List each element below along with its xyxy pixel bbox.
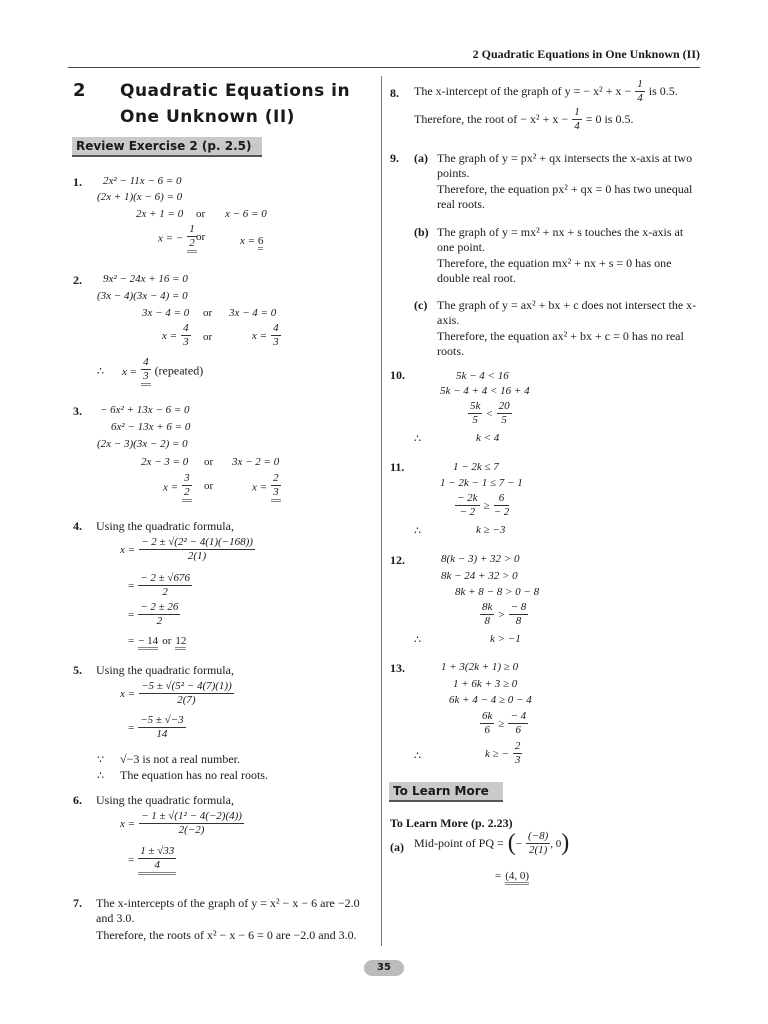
- q12-op: >: [498, 609, 505, 622]
- q3-root1-fraction: [182, 472, 192, 502]
- q5-therefore-line: [97, 766, 268, 784]
- q6-frac-1: [139, 810, 244, 837]
- q12-number: 12.: [390, 553, 405, 567]
- q9a-label: (a): [414, 151, 428, 165]
- q3-root2-den: 3: [273, 486, 279, 498]
- q12-line4: [480, 601, 528, 628]
- q2-root-b: [252, 322, 281, 349]
- q3-root2-num: 2: [273, 472, 279, 484]
- learn-a-text: Mid-point of PQ =: [414, 836, 504, 851]
- q3-line4b: 3x − 2 = 0: [232, 456, 280, 468]
- q5-f1-den: 2(7): [177, 694, 196, 706]
- q10-ln: 5k: [470, 400, 481, 412]
- q12-ln: 8k: [482, 601, 493, 613]
- q3-line4a: 2x − 3 = 0: [141, 456, 189, 468]
- q2-line3b: 3x − 4 = 0: [229, 307, 277, 319]
- q11-ln: − 2k: [457, 492, 478, 504]
- q1-number: 1.: [73, 175, 82, 189]
- q6-eq-2: =: [128, 854, 135, 867]
- q4-f1-num: − 2 ± √(2² − 4(1)(−168)): [141, 536, 253, 548]
- q9c-label: (c): [414, 298, 428, 312]
- q13-answer-text: k ≥ −: [485, 748, 509, 761]
- q11-rn: 6: [494, 492, 510, 506]
- q13-ln: 6k: [482, 710, 493, 722]
- q10-rn: 20: [498, 400, 510, 412]
- q13-rn: − 4: [510, 710, 527, 722]
- q7-number: 7.: [73, 896, 82, 910]
- q3-or-2: or: [204, 480, 214, 492]
- chapter-title: Quadratic Equations in One Unknown (II): [120, 81, 351, 127]
- q4-number: 4.: [73, 519, 82, 533]
- q2-den-3: 3: [143, 370, 149, 382]
- q5-number: 5.: [73, 663, 82, 677]
- q13-line2: 1 + 6k + 3 ≥ 0: [453, 678, 518, 690]
- learn-ans-value: (4, 0): [505, 870, 529, 885]
- q13-line4: [480, 710, 528, 737]
- q2-x-eq-2: x =: [252, 330, 268, 343]
- q3-or: or: [204, 456, 214, 468]
- learn-fd: 2(1): [528, 844, 548, 856]
- column-divider: [381, 76, 382, 946]
- to-learn-more-heading: To Learn More: [389, 782, 503, 802]
- q5-formula-2: [128, 714, 186, 741]
- q6-intro: Using the quadratic formula,: [96, 793, 234, 807]
- q2-line1: 9x² − 24x + 16 = 0: [103, 273, 188, 285]
- q13-rd: 6: [515, 724, 522, 736]
- q1-line3a: 2x + 1 = 0: [136, 208, 184, 220]
- q3-root2-fraction: [271, 472, 281, 502]
- q2-root-a-fraction: [181, 322, 191, 349]
- q5-frac-1: [139, 680, 234, 707]
- q8-den-2: 4: [574, 120, 580, 132]
- q2-num-3: 4: [143, 356, 149, 368]
- q3-root1-den: 2: [184, 486, 190, 498]
- q1-root1: [158, 223, 197, 253]
- q9c-line1: The graph of y = ax² + bx + c does not intersect the x-axis.: [437, 298, 697, 327]
- q3-root1: [163, 472, 192, 502]
- q9b-line2: Therefore, the equation mx² + nx + s = 0 has one double real root.: [437, 256, 672, 285]
- q7-line1: The x-intercepts of the graph of y = x² − x − 6 are −2.0 and 3.0.: [96, 896, 360, 925]
- q5-f2-den: 14: [156, 728, 168, 740]
- q5-line2: The equation has no real roots.: [120, 768, 268, 782]
- q1-line3b: x − 6 = 0: [225, 208, 267, 220]
- q2-line3a: 3x − 4 = 0: [142, 307, 190, 319]
- q12-left-frac: [480, 601, 494, 628]
- q4-frac-3: [138, 601, 180, 628]
- q6-f2-den: 4: [154, 859, 160, 871]
- q13-right-frac: [508, 710, 528, 737]
- q2-conclusion: [97, 356, 203, 386]
- q6-formula-1: [120, 810, 244, 837]
- q5-x-eq: x =: [120, 688, 136, 701]
- q5-f1-num: −5 ± √(5² − 4(7)(1)): [141, 680, 232, 692]
- q3-root2: [252, 472, 281, 502]
- q10-line1: 5k − 4 < 16: [456, 370, 509, 382]
- q6-f1-num: − 1 ± √(1² − 4(−2)(4)): [141, 810, 242, 822]
- q2-num: 4: [183, 322, 189, 334]
- q2-or: or: [203, 307, 213, 319]
- learn-midpoint: [414, 830, 569, 857]
- learn-ans-eq: =: [495, 870, 502, 882]
- q4-f3-num: − 2 ± 26: [140, 601, 179, 613]
- q8-num: 1: [637, 78, 643, 90]
- q13-ad: 3: [514, 754, 521, 766]
- q11-ld: − 2: [459, 506, 476, 518]
- q2-den-2: 3: [273, 336, 279, 348]
- close-paren: ): [561, 830, 570, 856]
- q1-or-2: or: [196, 231, 206, 243]
- q1-root1-den: 2: [189, 237, 195, 249]
- q1-root2: [240, 231, 263, 249]
- q8-number: 8.: [390, 86, 399, 100]
- q5-frac-2: [138, 714, 185, 741]
- q3-x-eq-2: x =: [252, 481, 268, 494]
- q6-number: 6.: [73, 793, 82, 807]
- q8-den: 4: [637, 92, 643, 104]
- q5-intro: Using the quadratic formula,: [96, 663, 234, 677]
- q6-f1-den: 2(−2): [178, 824, 205, 836]
- q1-line1: 2x² − 11x − 6 = 0: [103, 175, 182, 187]
- q9a-line1: The graph of y = px² + qx intersects the x-axis at two points.: [437, 151, 693, 180]
- q9b-line1: The graph of y = mx² + nx + s touches the x-axis at one point.: [437, 225, 684, 254]
- q1-x-eq-2: x =: [240, 235, 258, 247]
- q13-an: 2: [514, 740, 521, 752]
- q2-x-eq-3: x =: [122, 365, 138, 378]
- q12-therefore: ∴: [414, 634, 421, 646]
- q12-line2: 8k − 24 + 32 > 0: [441, 570, 518, 582]
- open-paren: (: [507, 830, 516, 856]
- q10-right-frac: [497, 400, 512, 427]
- q13-op: ≥: [498, 718, 505, 731]
- q4-answer-a: − 14: [138, 635, 158, 650]
- q2-repeated: (repeated): [154, 363, 204, 378]
- q4-intro: Using the quadratic formula,: [96, 519, 234, 533]
- q4-answer: [128, 631, 186, 649]
- learn-frac: [526, 830, 550, 857]
- q4-frac-1: [139, 536, 255, 563]
- q4-f2-den: 2: [162, 586, 168, 598]
- q12-line3: 8k + 8 − 8 > 0 − 8: [455, 586, 540, 598]
- q10-line2: 5k − 4 + 4 < 16 + 4: [440, 385, 530, 397]
- q4-formula-1: [120, 536, 255, 563]
- minus-sign: −: [515, 838, 522, 851]
- q4-answer-b: 12: [175, 635, 186, 650]
- q13-left-frac: [480, 710, 494, 737]
- q5-f2-num: −5 ± √−3: [140, 714, 184, 726]
- q2-number: 2.: [73, 273, 82, 287]
- running-header: 2 Quadratic Equations in One Unknown (II): [472, 47, 700, 61]
- q3-line3: (2x − 3)(3x − 2) = 0: [97, 438, 188, 450]
- q4-formula-2: [128, 572, 192, 599]
- learn-fn: (−8): [528, 830, 549, 842]
- learn-a-label: (a): [390, 840, 404, 854]
- q4-frac-2: [138, 572, 192, 599]
- q12-rn: − 8: [510, 601, 527, 613]
- q13-number: 13.: [390, 661, 405, 675]
- because-symbol: ∵: [97, 754, 104, 766]
- q12-right-frac: [509, 601, 529, 628]
- q2-or-2: or: [203, 331, 213, 343]
- q10-op: <: [486, 408, 493, 421]
- q1-root1-num: 1: [189, 223, 195, 235]
- q8-frac-2: [572, 106, 582, 133]
- q8-line2: [414, 106, 633, 133]
- q8-line2b: = 0 is 0.5.: [585, 112, 634, 127]
- q2-answer-fraction: [141, 356, 151, 386]
- q9a-line2: Therefore, the equation px² + qx = 0 has two unequal real roots.: [437, 182, 693, 211]
- q7-line2: Therefore, the roots of x² − x − 6 = 0 are −2.0 and 3.0.: [96, 928, 357, 942]
- q11-line2: 1 − 2k − 1 ≤ 7 − 1: [440, 477, 523, 489]
- q8-line1a: The x-intercept of the graph of y = − x² + x −: [414, 84, 632, 99]
- q11-right-frac: [494, 492, 510, 519]
- q10-number: 10.: [390, 368, 405, 382]
- q12-line1: 8(k − 3) + 32 > 0: [441, 553, 520, 565]
- q9b-label: (b): [414, 225, 429, 239]
- learn-answer: [495, 866, 529, 884]
- q2-x-eq: x =: [162, 330, 178, 343]
- q8-line1b: is 0.5.: [648, 84, 678, 99]
- q10-line3: [468, 400, 512, 427]
- q3-root1-num: 3: [184, 472, 190, 484]
- q3-line1: − 6x² + 13x − 6 = 0: [100, 404, 190, 416]
- q13-line1: 1 + 3(2k + 1) ≥ 0: [441, 661, 519, 673]
- q4-formula-3: [128, 601, 180, 628]
- q11-number: 11.: [390, 460, 405, 474]
- q6-formula-2: [128, 845, 176, 875]
- q11-answer: k ≥ −3: [476, 524, 506, 536]
- q9-number: 9.: [390, 151, 399, 165]
- q2-den: 3: [183, 336, 189, 348]
- q12-ld: 8: [484, 615, 490, 627]
- header-rule: [68, 67, 700, 68]
- q10-answer: k < 4: [476, 432, 500, 444]
- q13-line3: 6k + 4 − 4 ≥ 0 − 4: [449, 694, 532, 706]
- q1-x-eq: x = −: [158, 232, 184, 245]
- page-number: 35: [364, 960, 404, 976]
- q2-root-b-fraction: [271, 322, 281, 349]
- q8-frac-1: [635, 78, 645, 105]
- q4-x-eq: x =: [120, 544, 136, 557]
- q8-num-2: 1: [574, 106, 580, 118]
- q5-eq-2: =: [128, 722, 135, 735]
- q9c-line2: Therefore, the equation ax² + bx + c = 0 has no real roots.: [437, 329, 684, 358]
- q13-answer-frac: [513, 740, 523, 767]
- q8-line1: [414, 78, 678, 105]
- q4-eq-4: =: [128, 635, 135, 647]
- q1-or: or: [196, 208, 206, 220]
- q6-frac-2: [138, 845, 176, 875]
- q11-line3: [455, 492, 509, 519]
- q13-answer: [485, 740, 522, 767]
- q2-line2: (3x − 4)(3x − 4) = 0: [97, 290, 188, 302]
- therefore-symbol: ∴: [97, 365, 104, 378]
- q3-number: 3.: [73, 404, 82, 418]
- q5-formula-1: [120, 680, 234, 707]
- therefore-symbol-2: ∴: [97, 770, 104, 782]
- q6-x-eq: x =: [120, 818, 136, 831]
- q11-left-frac: [455, 492, 480, 519]
- q4-eq-2: =: [128, 580, 135, 593]
- q6-f2-num: 1 ± √33: [140, 845, 175, 857]
- q5-line1: √−3 is not a real number.: [120, 752, 240, 766]
- review-exercise-heading: Review Exercise 2 (p. 2.5): [72, 137, 262, 157]
- q4-eq-3: =: [128, 609, 135, 622]
- q11-rd: − 2: [493, 506, 510, 518]
- q1-root2-value: 6: [258, 235, 264, 250]
- q8-line2a: Therefore, the root of − x² + x −: [414, 112, 569, 127]
- q4-or: or: [162, 635, 172, 647]
- q11-line1: 1 − 2k ≤ 7: [453, 461, 499, 473]
- q2-num-2: 4: [273, 322, 279, 334]
- q12-rd: 8: [515, 615, 522, 627]
- q2-root-a: [162, 322, 191, 349]
- q4-f1-den: 2(1): [187, 550, 207, 562]
- q13-ld: 6: [484, 724, 490, 736]
- q13-therefore: ∴: [414, 750, 421, 762]
- q4-f2-num: − 2 ± √676: [140, 572, 190, 584]
- q11-op: ≥: [483, 500, 490, 513]
- chapter-number: 2: [73, 80, 86, 101]
- q11-therefore: ∴: [414, 525, 421, 537]
- learn-coord: , 0: [550, 838, 562, 851]
- q3-line2: 6x² − 13x + 6 = 0: [111, 421, 191, 433]
- q3-x-eq: x =: [163, 481, 179, 494]
- q10-ld: 5: [472, 414, 478, 426]
- q10-left-frac: [468, 400, 482, 427]
- q12-answer: k > −1: [490, 633, 521, 645]
- q10-therefore: ∴: [414, 433, 421, 445]
- q4-f3-den: 2: [156, 615, 163, 627]
- to-learn-more-subheading: To Learn More (p. 2.23): [390, 816, 513, 830]
- q1-line2: (2x + 1)(x − 6) = 0: [97, 191, 183, 203]
- q10-rd: 5: [501, 414, 507, 426]
